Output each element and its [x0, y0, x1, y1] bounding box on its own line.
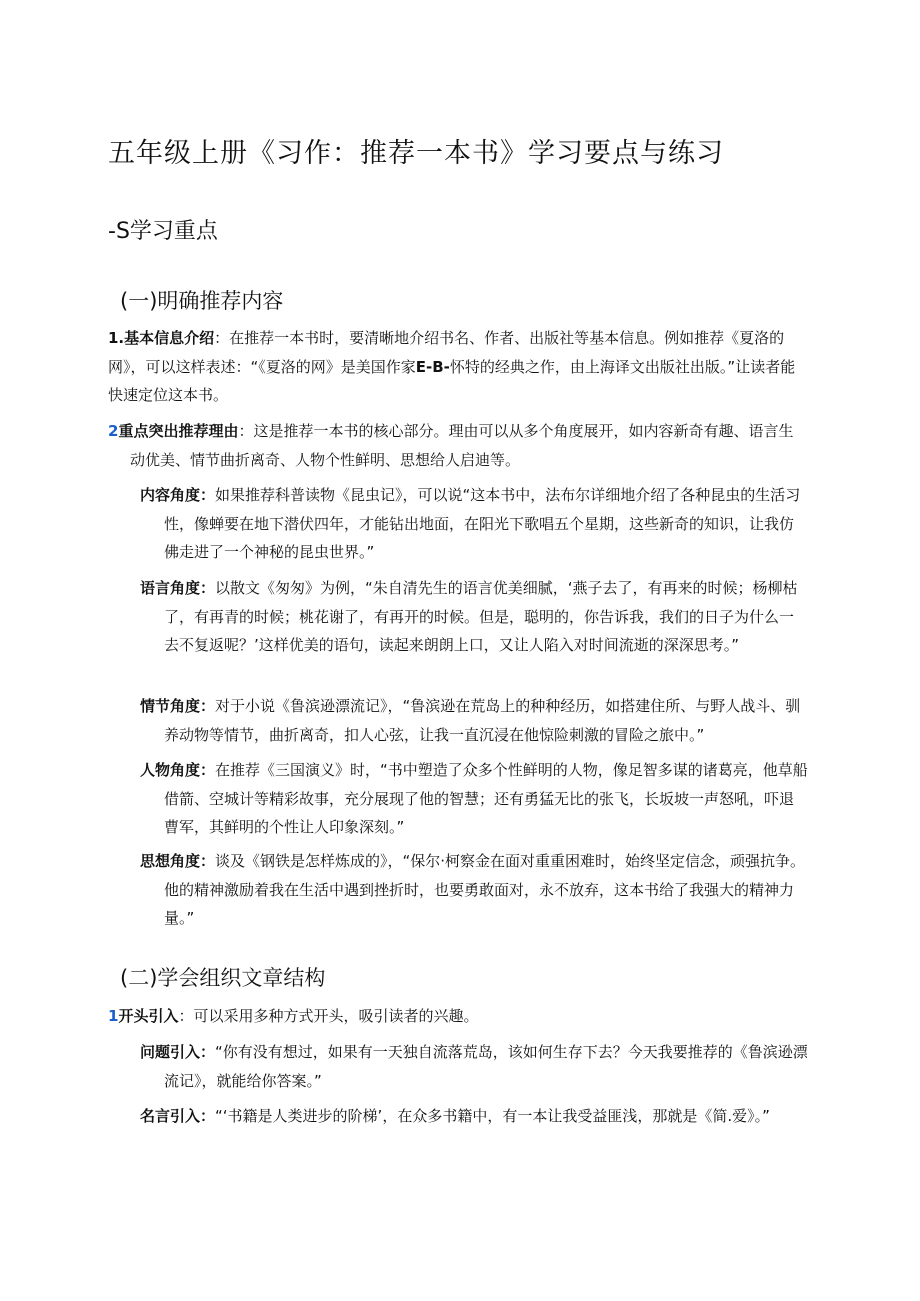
item-number: 1 [108, 1007, 119, 1025]
angle-label: 情节角度： [140, 697, 216, 715]
angle-character [140, 756, 808, 842]
angle-text: 在推荐《三国演义》时，“书中塑造了众多个性鲜明的人物，像足智多谋的诸葛亮，他草船借箭、空城计等精彩故事，充分展现了他的智慧；还有勇猛无比的张飞，长坂坡一声怒吼，吓退曹军，其鲜明的个性让人印象深刻。” [164, 761, 808, 836]
angle-text: 谈及《钢铁是怎样炼成的》，“保尔·柯察金在面对重重困难时，始终坚定信念，顽强抗争。他的精神激励着我在生活中遇到挫折时，也要勇敢面对，永不放弃，这本书给了我强大的精神力量。” [164, 852, 806, 927]
opening-label: 名言引入： [140, 1107, 216, 1125]
angle-thought [140, 847, 808, 933]
opening-text: “你有没有想过，如果有一天独自流落荒岛，该如何生存下去？今天我要推荐的《鲁滨逊漂流记》，就能给你答案。” [164, 1043, 808, 1090]
opening-text: “‘书籍是人类进步的阶梯’，在众多书籍中，有一本让我受益匪浅，那就是《简.爱》。” [215, 1107, 770, 1125]
angle-label: 语言角度： [140, 579, 216, 597]
angle-language [140, 574, 808, 660]
opening-label: 问题引入： [140, 1043, 216, 1061]
item-text: ：可以采用多种方式开头，吸引读者的兴趣。 [178, 1007, 479, 1025]
paragraph-basic-info [108, 324, 808, 410]
angle-content [140, 481, 808, 567]
subsection-heading-2: (二)学会组织文章结构 [120, 966, 326, 990]
angle-label: 思想角度： [140, 852, 216, 870]
angle-text: 如果推荐科普读物《昆虫记》，可以说“这本书中，法布尔详细地介绍了各种昆虫的生活习性，像蝉要在地下潜伏四年，才能钻出地面，在阳光下歌唱五个星期，这些新奇的知识，让我仿佛走进了一个神秘的昆虫世界。” [164, 486, 801, 561]
section-heading: -S学习重点 [108, 219, 218, 244]
document-title: 五年级上册《习作：推荐一本书》学习要点与练习 [108, 138, 724, 169]
item-label: 开头引入 [118, 1007, 179, 1025]
angle-plot [140, 692, 808, 749]
paragraph-opening [108, 1002, 808, 1031]
opening-question [140, 1038, 808, 1095]
angle-text: 对于小说《鲁滨逊漂流记》，“鲁滨逊在荒岛上的种种经历，如搭建住所、与野人战斗、驯养动物等情节，曲折离奇，扣人心弦，让我一直沉浸在他惊险刺激的冒险之旅中。” [164, 697, 801, 744]
paragraph-reasons [108, 417, 808, 474]
angle-label: 内容角度： [140, 486, 216, 504]
item-text-continued: 怀特的经典之作，由上海译文出版社出版。”让读者能快速定位这本书。 [108, 357, 796, 404]
angle-label: 人物角度： [140, 761, 216, 779]
item-text: ：在推荐一本书时，要清晰地介绍书名、作者、出版社等基本信息。例如推荐《夏洛的网》，可以这样表述：“《夏洛的网》是美国作家 [108, 329, 785, 376]
item-number: 2 [108, 422, 119, 440]
author-name: E-B- [415, 357, 450, 376]
opening-quote [140, 1102, 808, 1131]
item-text: ：这是推荐一本书的核心部分。理由可以从多个角度展开，如内容新奇有趣、语言生动优美、情节曲折离奇、人物个性鲜明、思想给人启迪等。 [130, 422, 794, 469]
item-number: 1. [108, 329, 125, 347]
item-label: 重点突出推荐理由 [118, 422, 239, 440]
subsection-heading-1: (一)明确推荐内容 [120, 289, 284, 313]
item-label: 基本信息介绍 [124, 329, 215, 347]
angle-text: 以散文《匆匆》为例，“朱自清先生的语言优美细腻，‘燕子去了，有再来的时候；杨柳枯了，有再青的时候；桃花谢了，有再开的时候。但是，聪明的，你告诉我，我们的日子为什么一去不复返呢？’这样优美的语句，读起来朗朗上口，又让人陷入对时间流逝的深深思考。” [164, 579, 798, 654]
